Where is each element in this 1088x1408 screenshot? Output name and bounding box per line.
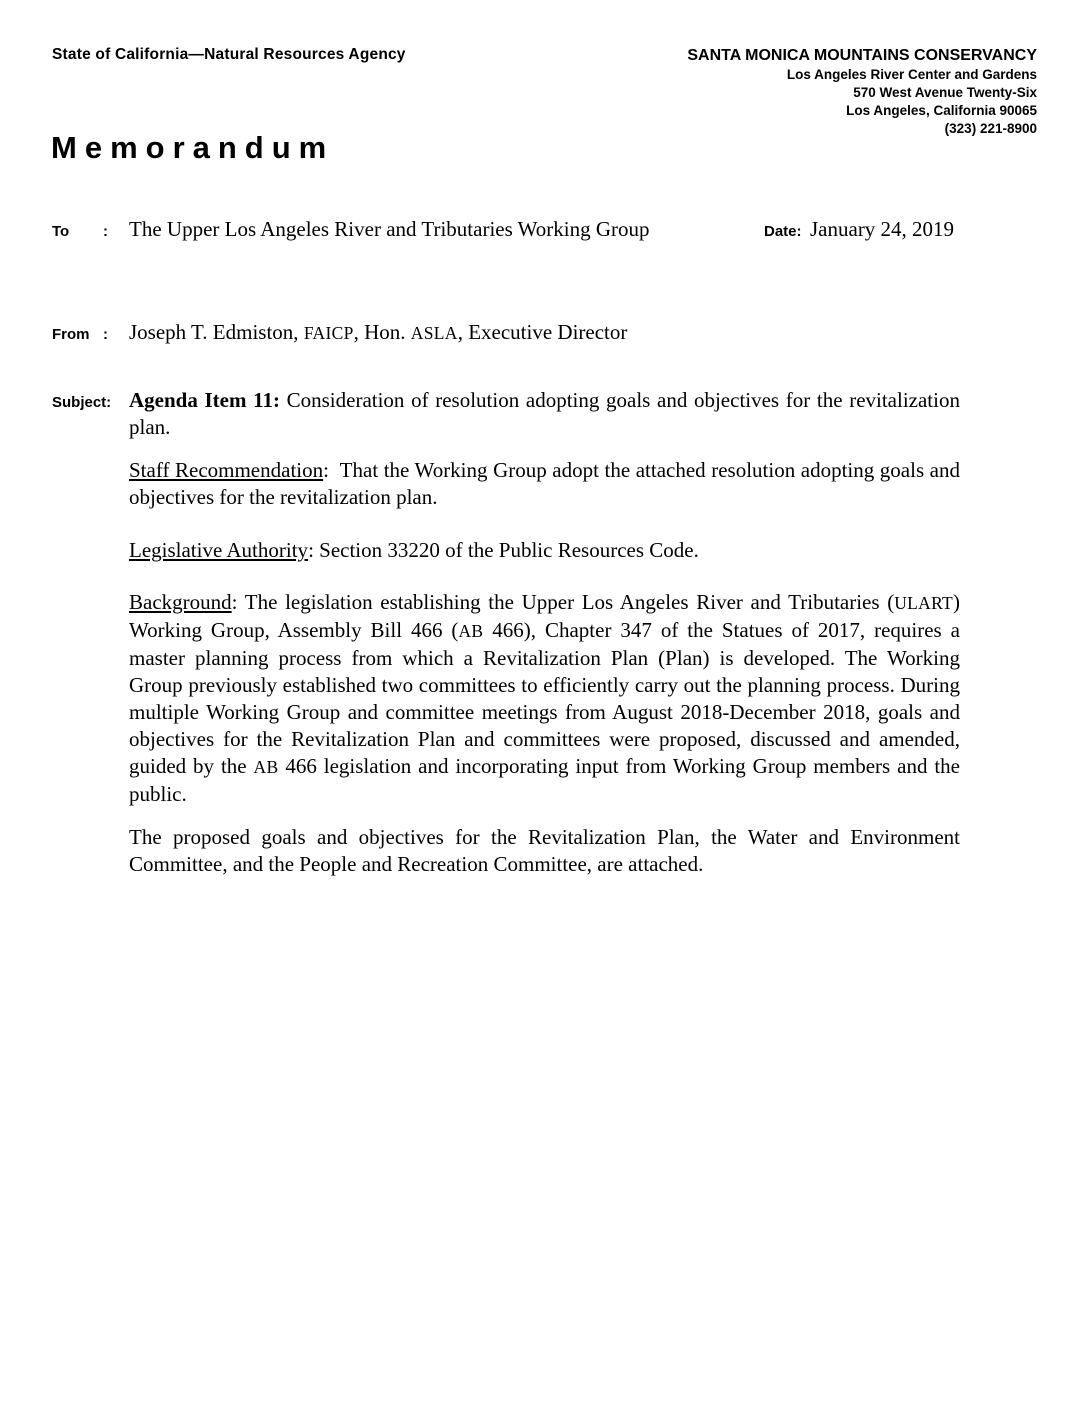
background-paragraph: Background: The legislation establishing the Upper Los Angeles River and Tributaries (ULART) Working Group, Assembly Bill 466 (AB 466), Chapter 347 of the Statues of 2017, requires a master planning process from which a Revitalization Plan (Plan) is developed. The Working Group previously established two committees to efficiently carry out the planning process. During multiple Working Group and committee meetings from August 2018-December 2018, goals and objectives for the Revitalization Plan and committees were proposed, discussed and amended, guided by the AB 466 legislation and incorporating input from Working Group members and the public. — [129, 590, 960, 806]
to-value: The Upper Los Angeles River and Tributaries Working Group — [129, 217, 650, 241]
org-address-block — [687, 46, 1037, 138]
phone-number: (323) 221-8900 — [944, 121, 1037, 136]
staff-recommendation-paragraph: Staff Recommendation: That the Working Group adopt the attached resolution adopting goals and objectives for the revitalization plan. — [129, 458, 960, 509]
memo-body — [129, 457, 960, 878]
address-line-1: Los Angeles River Center and Gardens — [786, 67, 1037, 82]
legislative-authority-paragraph: Legislative Authority: Section 33220 of the Public Resources Code. — [129, 538, 699, 562]
subject-text: Agenda Item 11: Consideration of resolution adopting goals and objectives for the revitalization plan. — [129, 388, 960, 439]
from-label: From — [52, 326, 90, 343]
closing-paragraph: The proposed goals and objectives for the Revitalization Plan, the Water and Environment Committee, and the People and Recreation Committee, are attached. — [129, 825, 960, 876]
from-colon: : — [103, 326, 108, 343]
memo-title: Memorandum — [51, 130, 335, 165]
from-value: Joseph T. Edmiston, FAICP, Hon. ASLA, Executive Director — [129, 320, 628, 344]
agency-line: State of California—Natural Resources Agency — [52, 46, 406, 63]
to-label: To — [52, 223, 70, 240]
address-line-2: 570 West Avenue Twenty-Six — [853, 85, 1037, 100]
subject-label: Subject: — [52, 394, 112, 411]
date-label: Date: — [764, 223, 802, 240]
date-value: January 24, 2019 — [810, 217, 955, 241]
org-name: SANTA MONICA MOUNTAINS CONSERVANCY — [687, 47, 1037, 64]
address-line-3: Los Angeles, California 90065 — [846, 103, 1037, 118]
to-colon: : — [103, 223, 108, 240]
